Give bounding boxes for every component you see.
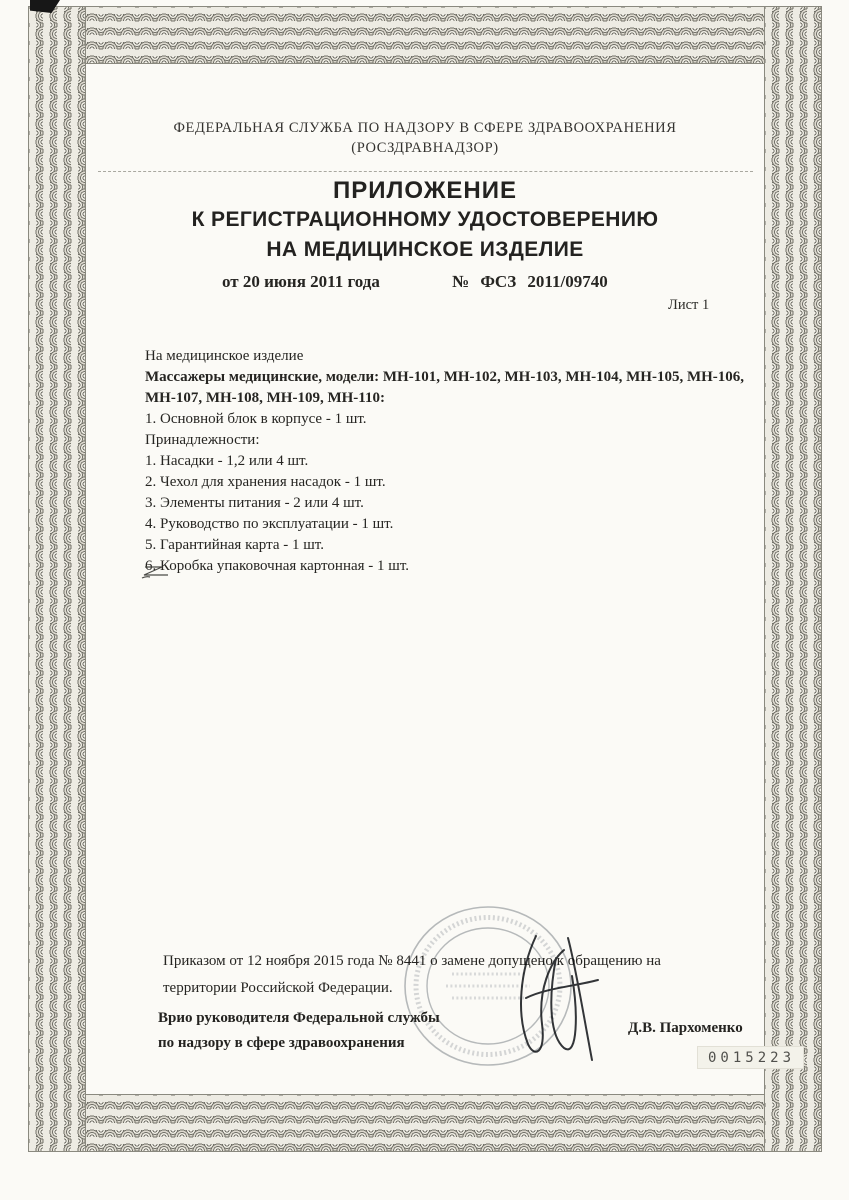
replacement-order-text: Приказом от 12 ноября 2015 года № 8441 о замене допущено к обращению на территории Российской Федерации.	[163, 953, 661, 996]
accessories-label: Принадлежности:	[145, 432, 260, 448]
signer-title-line1: Врио руководителя Федеральной службы	[158, 1010, 440, 1026]
guilloche-border-right	[764, 6, 822, 1152]
dashed-separator	[98, 171, 753, 172]
accessory-item: 2. Чехол для хранения насадок - 1 шт.	[145, 474, 386, 490]
signer-title-line2: по надзору в сфере здравоохранения	[158, 1035, 405, 1051]
device-description-block	[145, 346, 763, 577]
main-item-line: 1. Основной блок в корпусе - 1 шт.	[145, 411, 367, 427]
registration-number: № ФСЗ 2011/09740	[452, 272, 608, 291]
handwritten-signature	[506, 928, 610, 1070]
signer-name: Д.В. Пархоменко	[628, 1020, 743, 1036]
accessory-item: 5. Гарантийная карта - 1 шт.	[145, 537, 324, 553]
registration-date: от 20 июня 2011 года	[222, 272, 380, 291]
agency-short-name: (РОСЗДРАВНАДЗОР)	[351, 140, 499, 156]
accessory-item: 4. Руководство по эксплуатации - 1 шт.	[145, 516, 394, 532]
sheet-number: Лист 1	[668, 297, 710, 313]
serial-number: 0015223	[697, 1046, 804, 1069]
handwritten-end-mark	[140, 562, 176, 582]
doc-title-line1: ПРИЛОЖЕНИЕ	[333, 177, 517, 204]
guilloche-border-top	[28, 6, 822, 64]
signer-title	[158, 1006, 440, 1056]
intro-line: На медицинское изделие	[145, 348, 304, 364]
agency-name: ФЕДЕРАЛЬНАЯ СЛУЖБА ПО НАДЗОРУ В СФЕРЕ ЗДРАВООХРАНЕНИЯ	[173, 120, 677, 136]
accessory-item: 3. Элементы питания - 2 или 4 шт.	[145, 495, 364, 511]
doc-title-line3: НА МЕДИЦИНСКОЕ ИЗДЕЛИЕ	[266, 238, 584, 261]
accessory-item: 1. Насадки - 1,2 или 4 шт.	[145, 453, 309, 469]
doc-title-line2: К РЕГИСТРАЦИОННОМУ УДОСТОВЕРЕНИЮ	[191, 208, 659, 231]
guilloche-border-left	[28, 6, 86, 1152]
product-models-line: Массажеры медицинские, модели: МН-101, МН-102, МН-103, МН-104, МН-105, МН-106, МН-107, МН-108, МН-109, МН-110:	[145, 369, 745, 406]
accessory-item: 6. Коробка упаковочная картонная - 1 шт.	[145, 558, 410, 574]
guilloche-border-bottom	[28, 1094, 822, 1152]
